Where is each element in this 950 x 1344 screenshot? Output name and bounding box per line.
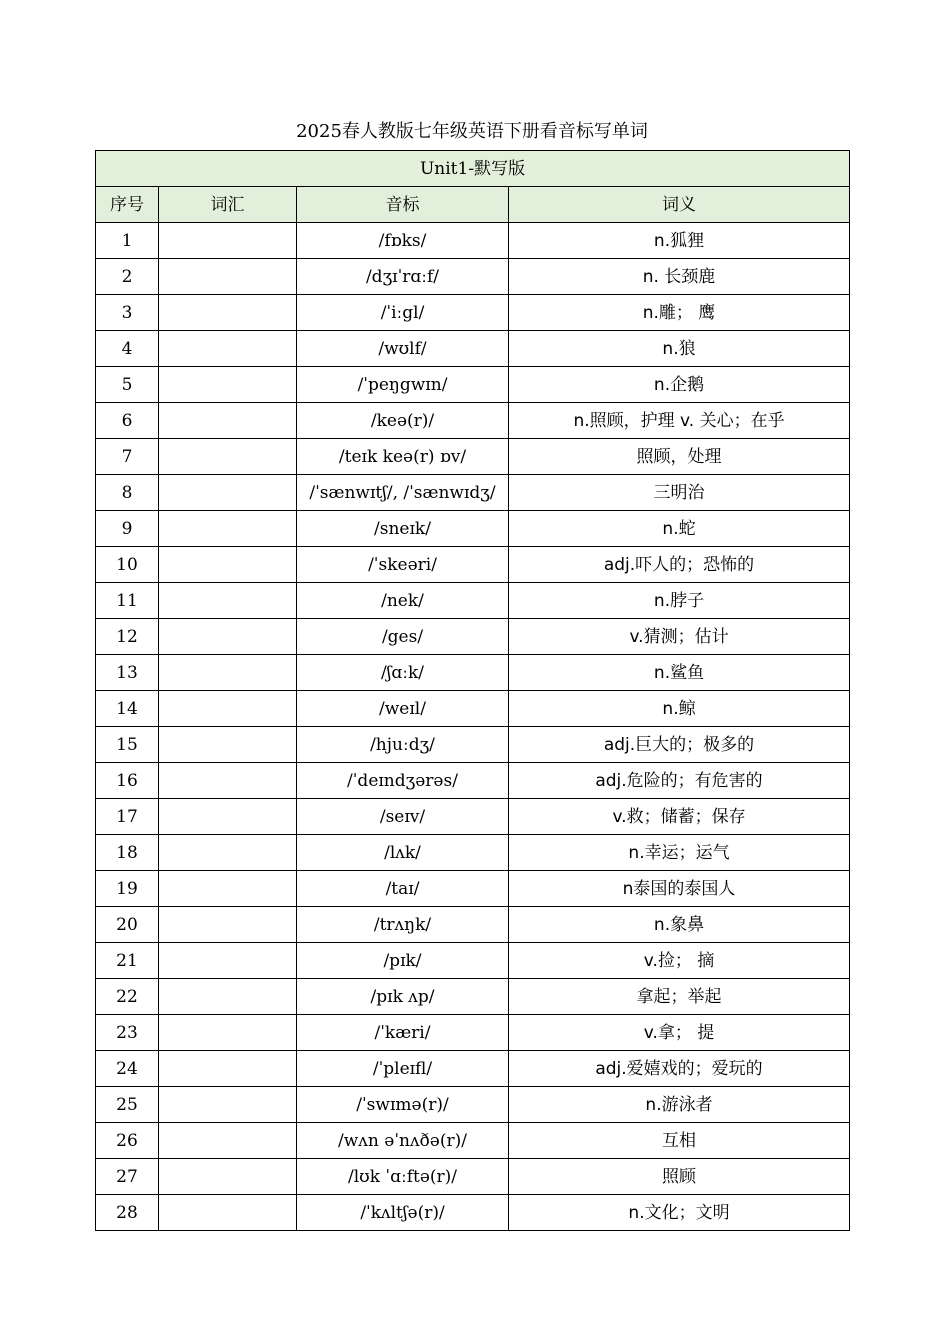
table-row [96,763,850,799]
phonetic-cell: /ˈskeəri/ [297,547,509,583]
table-row [96,979,850,1015]
row-number: 5 [96,367,159,403]
row-number: 22 [96,979,159,1015]
phonetic-cell: /pɪk ʌp/ [297,979,509,1015]
row-number: 7 [96,439,159,475]
meaning-cell: n.蛇 [509,511,850,547]
table-row [96,583,850,619]
row-number: 28 [96,1195,159,1231]
phonetic-cell: /ʃɑːk/ [297,655,509,691]
table-row [96,907,850,943]
phonetic-cell: /sneɪk/ [297,511,509,547]
meaning-cell: n.脖子 [509,583,850,619]
meaning-cell: 互相 [509,1123,850,1159]
meaning-cell: n.象鼻 [509,907,850,943]
row-number: 25 [96,1087,159,1123]
phonetic-cell: /wʊlf/ [297,331,509,367]
phonetic-cell: /seɪv/ [297,799,509,835]
row-number: 27 [96,1159,159,1195]
row-number: 1 [96,223,159,259]
row-number: 3 [96,295,159,331]
row-number: 19 [96,871,159,907]
phonetic-cell: /weɪl/ [297,691,509,727]
table-row [96,1123,850,1159]
table-row [96,1195,850,1231]
table-row [96,871,850,907]
meaning-cell: v.救；储蓄；保存 [509,799,850,835]
word-blank-cell[interactable] [159,943,297,979]
phonetic-cell: /pɪk/ [297,943,509,979]
table-row [96,403,850,439]
phonetic-cell: /wʌn əˈnʌðə(r)/ [297,1123,509,1159]
meaning-cell: n. 长颈鹿 [509,259,850,295]
row-number: 20 [96,907,159,943]
row-number: 18 [96,835,159,871]
word-blank-cell[interactable] [159,799,297,835]
meaning-cell: adj.吓人的；恐怖的 [509,547,850,583]
word-blank-cell[interactable] [159,1087,297,1123]
phonetic-cell: /dʒɪˈrɑːf/ [297,259,509,295]
word-blank-cell[interactable] [159,979,297,1015]
word-blank-cell[interactable] [159,1195,297,1231]
phonetic-cell: /ˈpeŋgwɪn/ [297,367,509,403]
table-row [96,511,850,547]
word-blank-cell[interactable] [159,403,297,439]
unit-title-row [96,151,850,187]
meaning-cell: adj.危险的；有危害的 [509,763,850,799]
phonetic-cell: /taɪ/ [297,871,509,907]
word-blank-cell[interactable] [159,547,297,583]
word-blank-cell[interactable] [159,223,297,259]
row-number: 9 [96,511,159,547]
meaning-cell: n泰国的泰国人 [509,871,850,907]
word-blank-cell[interactable] [159,727,297,763]
header-word: 词汇 [159,187,297,223]
meaning-cell: v.捡； 摘 [509,943,850,979]
meaning-cell: v.拿； 提 [509,1015,850,1051]
phonetic-cell: /fɒks/ [297,223,509,259]
row-number: 6 [96,403,159,439]
column-header-row [96,187,850,223]
table-row [96,367,850,403]
unit-title: Unit1-默写版 [96,151,850,187]
word-blank-cell[interactable] [159,871,297,907]
table-row [96,331,850,367]
document-title: 2025春人教版七年级英语下册看音标写单词 [296,121,648,142]
row-number: 15 [96,727,159,763]
word-blank-cell[interactable] [159,1051,297,1087]
word-blank-cell[interactable] [159,1159,297,1195]
phonetic-cell: /lʌk/ [297,835,509,871]
meaning-cell: n.狐狸 [509,223,850,259]
header-phonetic: 音标 [297,187,509,223]
meaning-cell: n.狼 [509,331,850,367]
word-blank-cell[interactable] [159,583,297,619]
word-blank-cell[interactable] [159,331,297,367]
table-row [96,691,850,727]
word-blank-cell[interactable] [159,691,297,727]
phonetic-cell: /hjuːdʒ/ [297,727,509,763]
table-row [96,943,850,979]
meaning-cell: n.企鹅 [509,367,850,403]
table-row [96,475,850,511]
row-number: 17 [96,799,159,835]
row-number: 11 [96,583,159,619]
row-number: 24 [96,1051,159,1087]
row-number: 23 [96,1015,159,1051]
phonetic-cell: /ˈkæri/ [297,1015,509,1051]
meaning-cell: n.文化；文明 [509,1195,850,1231]
table-row [96,223,850,259]
word-blank-cell[interactable] [159,1015,297,1051]
meaning-cell: adj.爱嬉戏的；爱玩的 [509,1051,850,1087]
row-number: 2 [96,259,159,295]
table-row [96,619,850,655]
word-blank-cell[interactable] [159,511,297,547]
phonetic-cell: /ˈsænwɪtʃ/, /ˈsænwɪdʒ/ [297,475,509,511]
phonetic-cell: /ˈiːgl/ [297,295,509,331]
row-number: 8 [96,475,159,511]
meaning-cell: v.猜测；估计 [509,619,850,655]
vocabulary-rows [96,223,850,1231]
table-row [96,259,850,295]
table-row [96,547,850,583]
phonetic-cell: /keə(r)/ [297,403,509,439]
row-number: 21 [96,943,159,979]
phonetic-cell: /nek/ [297,583,509,619]
word-blank-cell[interactable] [159,259,297,295]
vocabulary-table [95,150,850,1231]
meaning-cell: 照顾，处理 [509,439,850,475]
row-number: 13 [96,655,159,691]
word-blank-cell[interactable] [159,835,297,871]
phonetic-cell: /teɪk keə(r) ɒv/ [297,439,509,475]
table-row [96,1015,850,1051]
meaning-cell: n.鲸 [509,691,850,727]
word-blank-cell[interactable] [159,439,297,475]
phonetic-cell: /lʊk ˈɑːftə(r)/ [297,1159,509,1195]
phonetic-cell: /trʌŋk/ [297,907,509,943]
row-number: 12 [96,619,159,655]
meaning-cell: 三明治 [509,475,850,511]
meaning-cell: 照顾 [509,1159,850,1195]
meaning-cell: n.雕； 鹰 [509,295,850,331]
meaning-cell: adj.巨大的；极多的 [509,727,850,763]
row-number: 16 [96,763,159,799]
table-row [96,1087,850,1123]
meaning-cell: n.鲨鱼 [509,655,850,691]
table-row [96,1051,850,1087]
phonetic-cell: /ˈdeɪndʒərəs/ [297,763,509,799]
word-blank-cell[interactable] [159,295,297,331]
meaning-cell: n.幸运；运气 [509,835,850,871]
table-row [96,835,850,871]
table-row [96,799,850,835]
table-row [96,727,850,763]
phonetic-cell: /ges/ [297,619,509,655]
word-blank-cell[interactable] [159,763,297,799]
phonetic-cell: /ˈkʌltʃə(r)/ [297,1195,509,1231]
phonetic-cell: /ˈswɪmə(r)/ [297,1087,509,1123]
phonetic-cell: /ˈpleɪfl/ [297,1051,509,1087]
row-number: 10 [96,547,159,583]
word-blank-cell[interactable] [159,1123,297,1159]
table-row [96,439,850,475]
meaning-cell: n.游泳者 [509,1087,850,1123]
word-blank-cell[interactable] [159,475,297,511]
word-blank-cell[interactable] [159,367,297,403]
row-number: 26 [96,1123,159,1159]
word-blank-cell[interactable] [159,619,297,655]
row-number: 4 [96,331,159,367]
table-row [96,655,850,691]
table-row [96,295,850,331]
header-number: 序号 [96,187,159,223]
word-blank-cell[interactable] [159,907,297,943]
word-blank-cell[interactable] [159,655,297,691]
row-number: 14 [96,691,159,727]
header-meaning: 词义 [509,187,850,223]
table-row [96,1159,850,1195]
meaning-cell: 拿起；举起 [509,979,850,1015]
meaning-cell: n.照顾，护理 v. 关心；在乎 [509,403,850,439]
